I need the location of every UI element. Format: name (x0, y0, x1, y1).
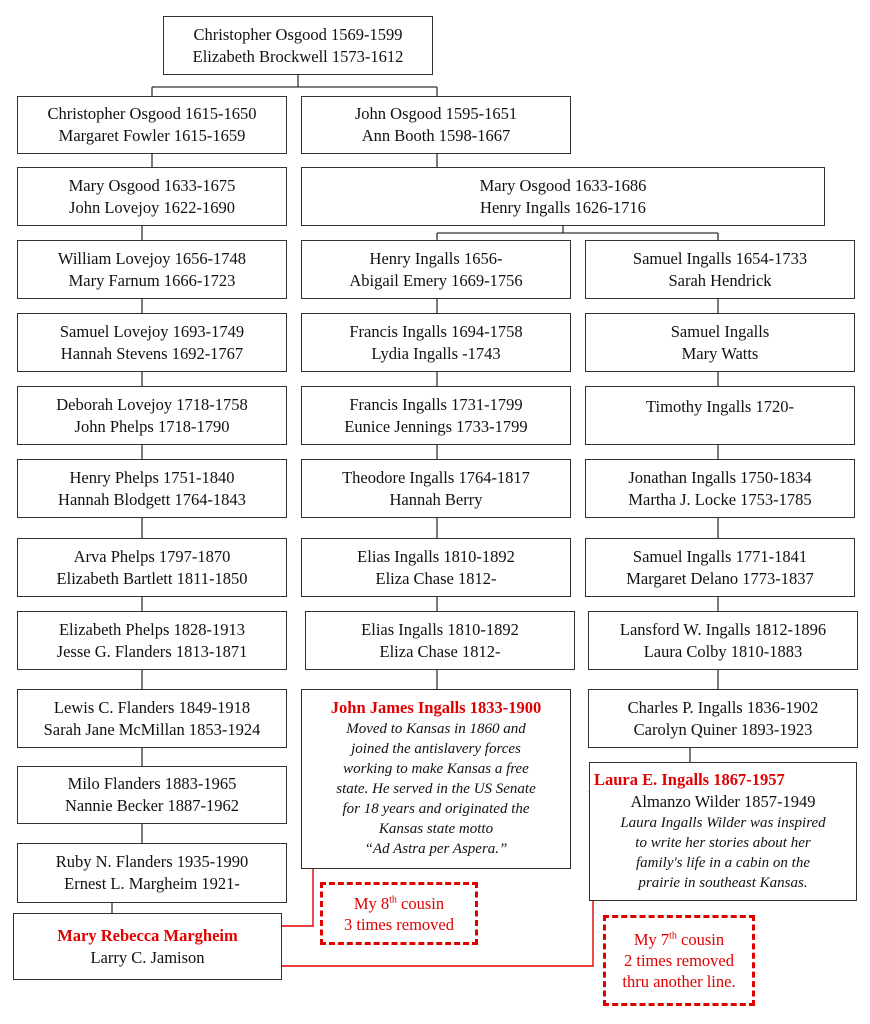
person-line: Timothy Ingalls 1720- (646, 397, 794, 416)
spouse-line: Elizabeth Bartlett 1811-1850 (56, 568, 248, 588)
spouse-line: Eliza Chase 1812- (379, 641, 501, 661)
person-box-mary-rebecca-margheim (13, 913, 282, 980)
spouse-line: Laura Colby 1810-1883 (643, 641, 803, 661)
person-box-laura-ingalls (589, 762, 857, 901)
spouse-line: Mary Farnum 1666-1723 (68, 270, 236, 290)
spouse-line: Mary Watts (681, 343, 759, 363)
spouse-line: Eliza Chase 1812- (375, 568, 497, 588)
person-box-col3-6 (588, 689, 858, 748)
person-line: Christopher Osgood 1615-1650 (47, 104, 257, 123)
person-box-col1-6 (17, 689, 287, 748)
highlight-person-line: John James Ingalls 1833-1900 (330, 698, 542, 717)
spouse-line: Carolyn Quiner 1893-1923 (633, 719, 813, 739)
person-line: Christopher Osgood 1569-1599 (193, 24, 403, 44)
person-box-christopher-osgood (17, 96, 287, 154)
spouse-line: Henry Ingalls 1626-1716 (480, 197, 646, 217)
bio-note-line: Laura Ingalls Wilder was inspired (620, 815, 826, 831)
person-line: Elizabeth Phelps 1828-1913 (58, 619, 246, 639)
person-box-col1-3 (17, 459, 287, 518)
person-line: Elias Ingalls 1810-1892 (361, 619, 519, 639)
spouse-line: Jesse G. Flanders 1813-1871 (56, 641, 248, 661)
spouse-line: Lydia Ingalls -1743 (371, 343, 501, 363)
person-line: Samuel Ingalls 1771-1841 (632, 546, 808, 566)
bio-note-line: joined the antislavery forces (351, 741, 521, 757)
highlight-person-line: Laura E. Ingalls 1867-1957 (594, 770, 785, 789)
person-box-col2-5 (305, 611, 575, 670)
bio-note-line: to write her stories about her (635, 835, 811, 851)
person-box-mary-osgood-ingalls (301, 167, 825, 226)
spouse-line: Margaret Delano 1773-1837 (626, 568, 814, 588)
spouse-line: Abigail Emery 1669-1756 (349, 270, 523, 290)
callout-8th-cousin (320, 882, 478, 945)
person-line: Samuel Ingalls (670, 321, 770, 341)
spouse-line: Margaret Fowler 1615-1659 (58, 126, 246, 145)
spouse-line: Sarah Jane McMillan 1853-1924 (43, 719, 261, 739)
person-line: Theodore Ingalls 1764-1817 (342, 467, 530, 487)
spouse-line: Larry C. Jamison (90, 947, 205, 967)
person-line: John Osgood 1595-1651 (354, 104, 518, 123)
person-line: Lewis C. Flanders 1849-1918 (53, 697, 251, 717)
person-line: Arva Phelps 1797-1870 (73, 546, 231, 566)
spouse-line: Elizabeth Brockwell 1573-1612 (192, 46, 404, 66)
spouse-line: Martha J. Locke 1753-1785 (628, 489, 812, 509)
bio-note-line: state. He served in the US Senate (336, 781, 536, 797)
person-line: Elias Ingalls 1810-1892 (357, 546, 515, 566)
person-line: Charles P. Ingalls 1836-1902 (627, 697, 819, 717)
person-line: Milo Flanders 1883-1965 (67, 774, 237, 793)
person-box-mary-osgood-lovejoy (17, 167, 287, 226)
person-line: Francis Ingalls 1731-1799 (349, 394, 523, 414)
person-box-john-osgood (301, 96, 571, 154)
person-box-col2-1 (301, 313, 571, 372)
person-line: Samuel Lovejoy 1693-1749 (59, 321, 245, 341)
spouse-line: Sarah Hendrick (668, 270, 772, 290)
person-box-col2-0 (301, 240, 571, 299)
person-box-col2-3 (301, 459, 571, 518)
callout-line: thru another line. (622, 972, 736, 991)
person-box-col1-7 (17, 766, 287, 824)
spouse-line: Ernest L. Margheim 1921- (64, 874, 240, 893)
person-box-john-james-ingalls (301, 689, 571, 869)
callout-7th-cousin (603, 915, 755, 1006)
person-box-col2-4 (301, 538, 571, 597)
person-line: Ruby N. Flanders 1935-1990 (55, 852, 249, 871)
highlight-person-line: Mary Rebecca Margheim (57, 925, 238, 945)
callout-line: 3 times removed (344, 914, 454, 934)
person-line: Mary Osgood 1633-1675 (68, 175, 236, 195)
person-box-col3-2 (585, 386, 855, 445)
spouse-line: Hannah Stevens 1692-1767 (60, 343, 244, 363)
person-line: Jonathan Ingalls 1750-1834 (628, 467, 812, 487)
person-box-col3-5 (588, 611, 858, 670)
bio-note-line: for 18 years and originated the (342, 801, 530, 817)
person-line: Samuel Ingalls 1654-1733 (632, 248, 808, 268)
person-box-col2-2 (301, 386, 571, 445)
person-box-col1-8 (17, 843, 287, 903)
person-box-col1-5 (17, 611, 287, 670)
bio-note-line: family's life in a cabin on the (635, 855, 811, 871)
person-box-root (163, 16, 433, 75)
spouse-line: John Phelps 1718-1790 (74, 416, 230, 436)
person-box-col3-4 (585, 538, 855, 597)
person-box-col3-0 (585, 240, 855, 299)
bio-note-line: Kansas state motto (378, 821, 494, 837)
callout-line: My 8th cousin (353, 893, 445, 913)
person-line: Henry Ingalls 1656- (369, 248, 503, 268)
person-box-col1-1 (17, 313, 287, 372)
callout-line: 2 times removed (624, 951, 734, 970)
callout-line: My 7th cousin (633, 930, 725, 949)
spouse-line: Ann Booth 1598-1667 (361, 126, 511, 145)
person-box-col1-2 (17, 386, 287, 445)
bio-note-line: Moved to Kansas in 1860 and (346, 721, 526, 737)
person-box-col1-0 (17, 240, 287, 299)
bio-note-line: working to make Kansas a free (343, 761, 529, 777)
person-line: Francis Ingalls 1694-1758 (349, 321, 523, 341)
person-line: Deborah Lovejoy 1718-1758 (56, 394, 248, 414)
bio-note-line: “Ad Astra per Aspera.” (364, 841, 508, 857)
person-box-col1-4 (17, 538, 287, 597)
person-line: Mary Osgood 1633-1686 (479, 175, 647, 195)
spouse-line: Hannah Blodgett 1764-1843 (58, 489, 246, 509)
bio-note-line: prairie in southeast Kansas. (638, 875, 808, 891)
spouse-line: Almanzo Wilder 1857-1949 (630, 792, 816, 811)
person-box-col3-1 (585, 313, 855, 372)
person-line: William Lovejoy 1656-1748 (57, 248, 247, 268)
person-line: Henry Phelps 1751-1840 (69, 467, 235, 487)
spouse-line: Nannie Becker 1887-1962 (64, 796, 240, 815)
spouse-line: Eunice Jennings 1733-1799 (344, 416, 528, 436)
spouse-line: Hannah Berry (389, 489, 483, 509)
person-line: Lansford W. Ingalls 1812-1896 (619, 619, 827, 639)
spouse-line: John Lovejoy 1622-1690 (69, 197, 235, 217)
person-box-col3-3 (585, 459, 855, 518)
